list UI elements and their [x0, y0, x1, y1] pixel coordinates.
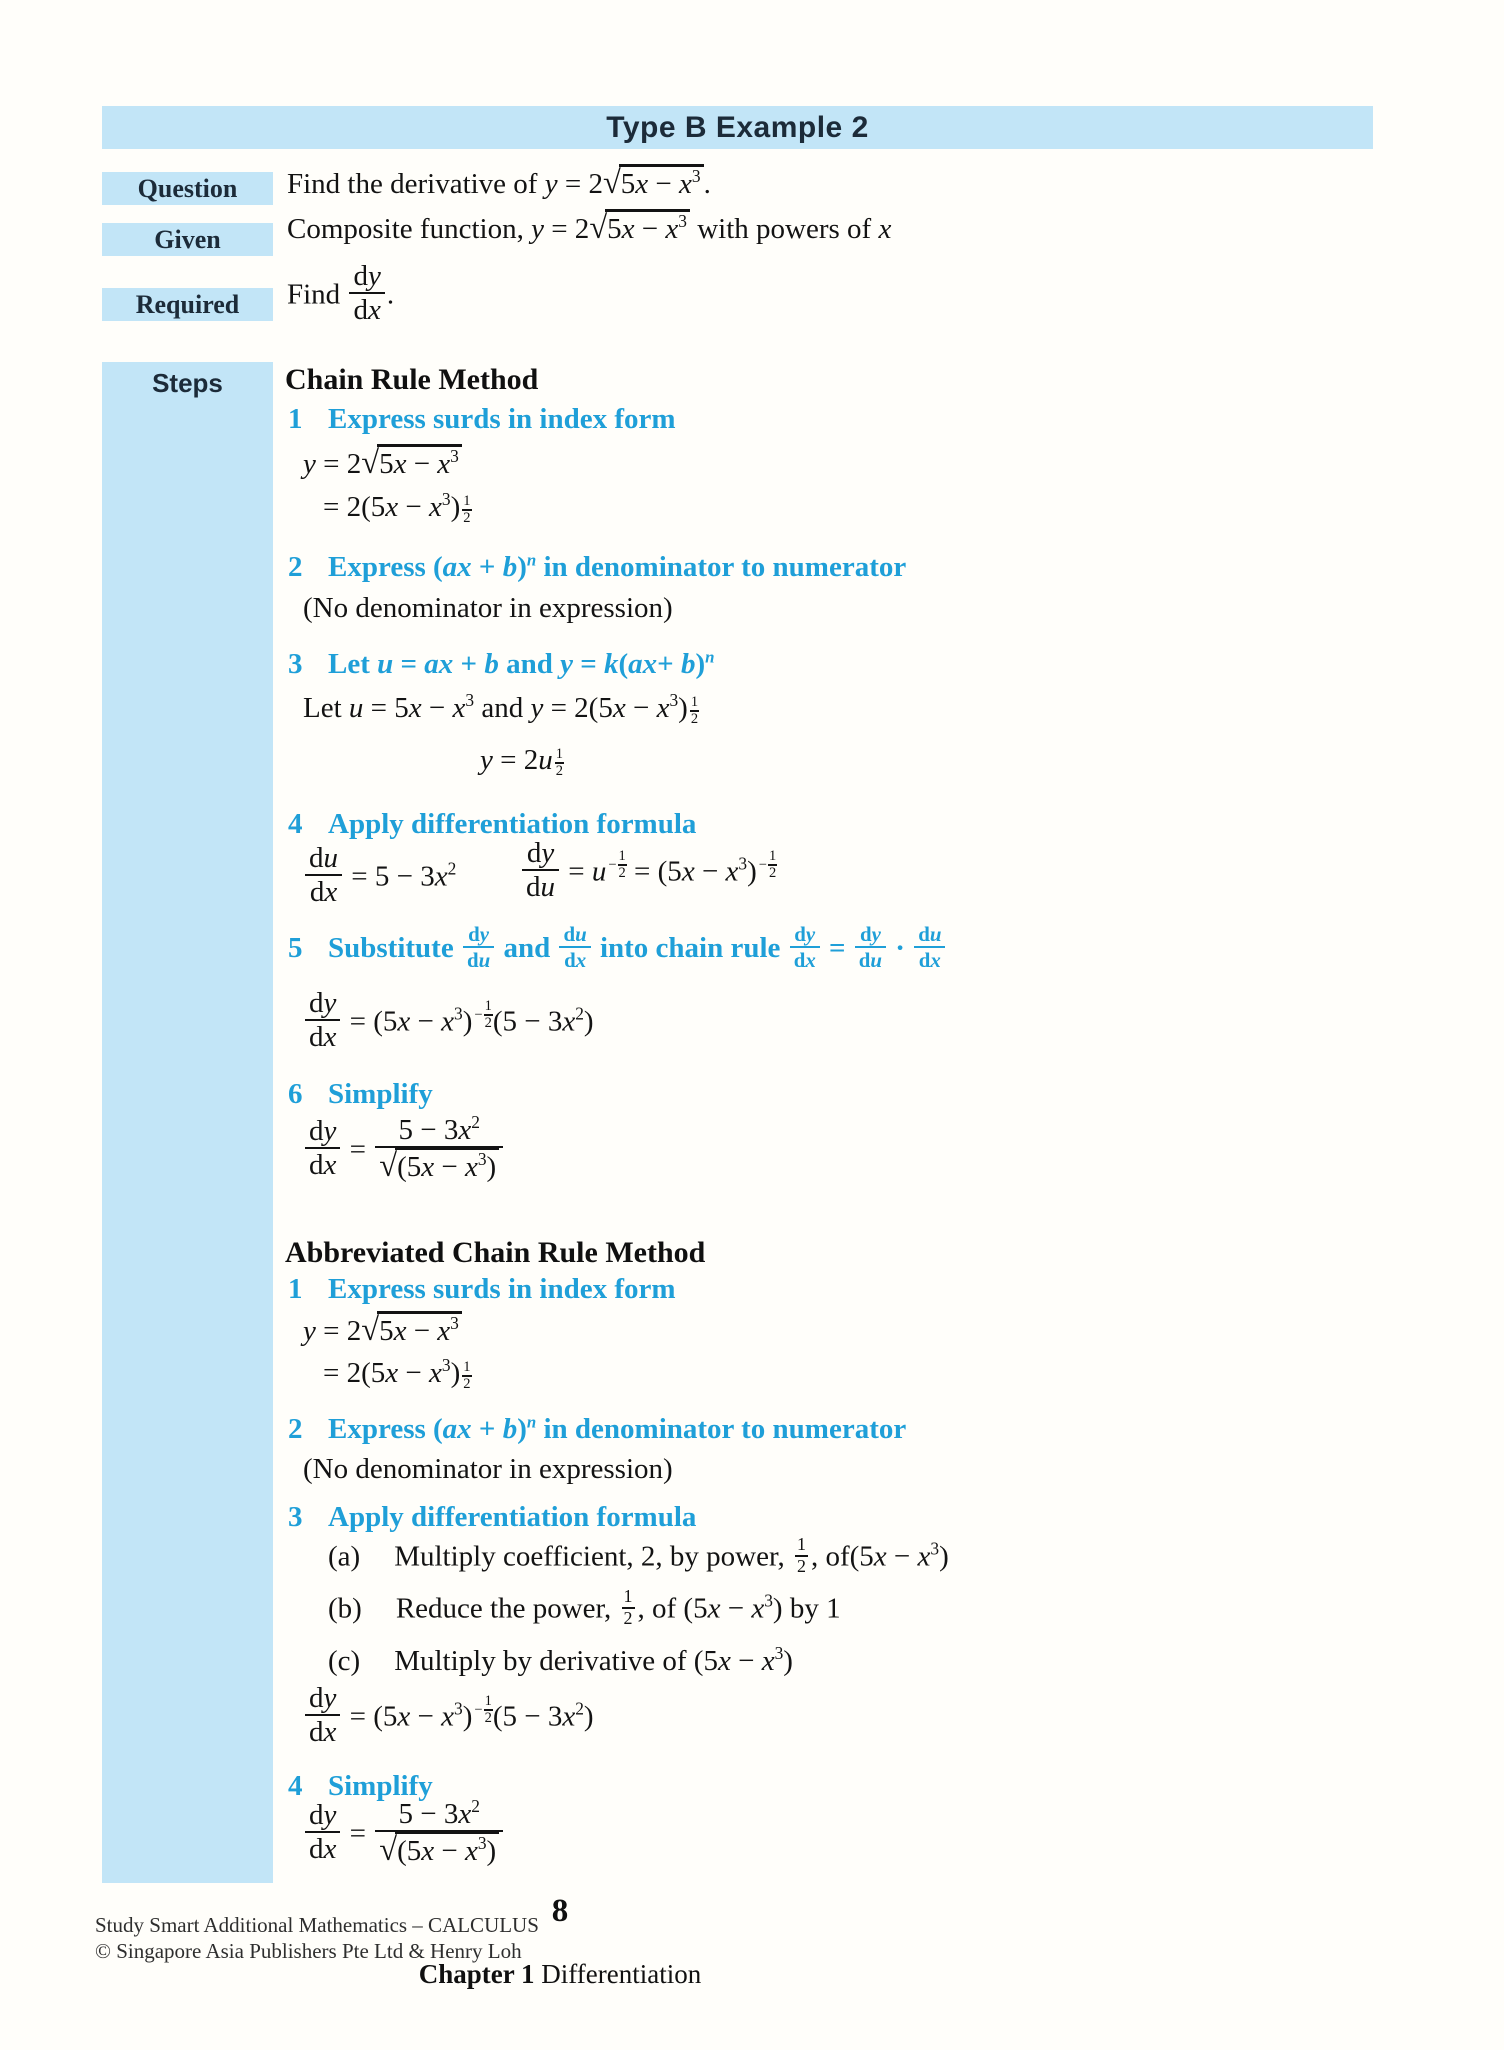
step-heading-a1h: 1 Express surds in index form: [288, 1273, 676, 1305]
given-label: Given: [102, 223, 273, 256]
equation-c1a: $y = 2√5x - x^3$: [303, 445, 462, 482]
equation-c3a: Let $u = 5x - x^3$ and $y = 2(5x - x^3)$ 1 2: [303, 690, 699, 727]
step-number: 5: [288, 931, 303, 964]
steps-column: [102, 362, 273, 1883]
step-heading-a2h: 2 Express (ax + b)$^n$ in denominator to numerator: [288, 1413, 907, 1446]
equation-ac1b: = $2(5x - x^3)$ 1 2: [323, 1355, 471, 1392]
step-number: 1: [288, 1273, 303, 1305]
step-number: 4: [288, 808, 303, 840]
step-number: 4: [288, 1770, 303, 1802]
step-number: 2: [288, 551, 303, 584]
step-heading-s4h: 4 Apply differentiation formula: [288, 808, 697, 840]
equation-ac1a: $y = 2√5x - x^3$: [303, 1312, 462, 1349]
equation-c1b: = $2(5x - x^3)$ 1 2: [323, 489, 471, 526]
chapter-title: Differentiation: [541, 1959, 702, 1989]
method-title-abbrevTitle: Abbreviated Chain Rule Method: [285, 1236, 706, 1269]
equation-a3a: (a) Multiply coefficient, 2, by power, $\frac{1}{2}$ , $of(5x - x^3)$: [328, 1534, 949, 1576]
equation-c6: $\frac{dy}{dx}$ = $\frac{5 - 3x^2}{√(5x - x^3)}$: [303, 1116, 505, 1187]
steps-label: Steps: [152, 368, 223, 398]
step-heading-s6h: 6 Simplify: [288, 1078, 433, 1110]
equation-c5: $\frac{dy}{dx}$ = $(5x - x^3)$ − $\frac{1}{2}$ $(5 - 3x^2)$: [303, 991, 594, 1057]
chapter-label: Chapter 1: [418, 1959, 535, 1989]
equation-a4eq: $\frac{dy}{dx}$ = $\frac{5 - 3x^2}{√(5x - x^3)}$: [303, 1800, 505, 1871]
step-heading-a3h: 3 Apply differentiation formula: [288, 1501, 697, 1533]
step-number: 3: [288, 1501, 303, 1533]
page-number: 8: [551, 1893, 569, 1929]
step-number: 1: [288, 403, 303, 435]
equation-a2note: (No denominator in expression): [303, 1453, 673, 1485]
equation-a3c: (c) Multiply by derivative of $(5x - x^3)$: [328, 1643, 793, 1677]
equation-a3b: (b) Reduce the power, $\frac{1}{2}$ , of $(5x - x^3)$ by 1: [328, 1586, 841, 1628]
required-text: Find $\frac{dy}{dx}$ .: [287, 260, 395, 327]
given-text: Composite function, $y = 2√5x - x^3$ with powers of x: [287, 210, 892, 246]
question-label: Question: [102, 172, 273, 205]
step-number: 6: [288, 1078, 303, 1110]
chapter-footer: [0, 1959, 1120, 1990]
footer-credit-line2: © Singapore Asia Publishers Pte Ltd & Henry Loh: [95, 1939, 522, 1964]
equation-c4L: $\frac{du}{dx}$ = $5 - 3x^2$: [303, 846, 456, 912]
step-heading-s1h: 1 Express surds in index form: [288, 403, 676, 435]
method-title-chainTitle: Chain Rule Method: [285, 363, 539, 396]
step-heading-s3h: 3 Let u = ax + b and $y = k(ax+ b)^n$: [288, 648, 715, 681]
question-text: Find the derivative of $y = 2√5x - x^3$ .: [287, 165, 711, 201]
equation-c3b: y = 2u 1 2: [480, 744, 563, 779]
step-number: 3: [288, 648, 303, 681]
example-title-bar: Type B Example 2: [102, 106, 1373, 149]
step-heading-a4h: 4 Simplify: [288, 1770, 433, 1802]
equation-a3eq: $\frac{dy}{dx}$ = $(5x - x^3)$ − $\frac{1}{2}$ $(5 - 3x^2)$: [303, 1686, 594, 1752]
required-label: Required: [102, 288, 273, 321]
equation-s2note: (No denominator in expression): [303, 592, 673, 624]
footer-credit-line1: Study Smart Additional Mathematics – CALCULUS: [95, 1913, 539, 1937]
step-number: 2: [288, 1413, 303, 1446]
equation-c4R: $\frac{dy}{du}$ = u − $\frac{1}{2}$ = $(5x - x^3)$ − $\frac{1}{2}$: [520, 841, 777, 907]
step-heading-s5h: 5 Substitute $\frac{dy}{du}$ and $\frac{du}{dx}$ into chain rule $\frac{dy}{dx}$ = $\frac{dy}{du}$ · $\frac{du}{dx}$: [288, 926, 947, 974]
step-heading-s2h: 2 Express (ax + b)$^n$ in denominator to numerator: [288, 551, 907, 584]
